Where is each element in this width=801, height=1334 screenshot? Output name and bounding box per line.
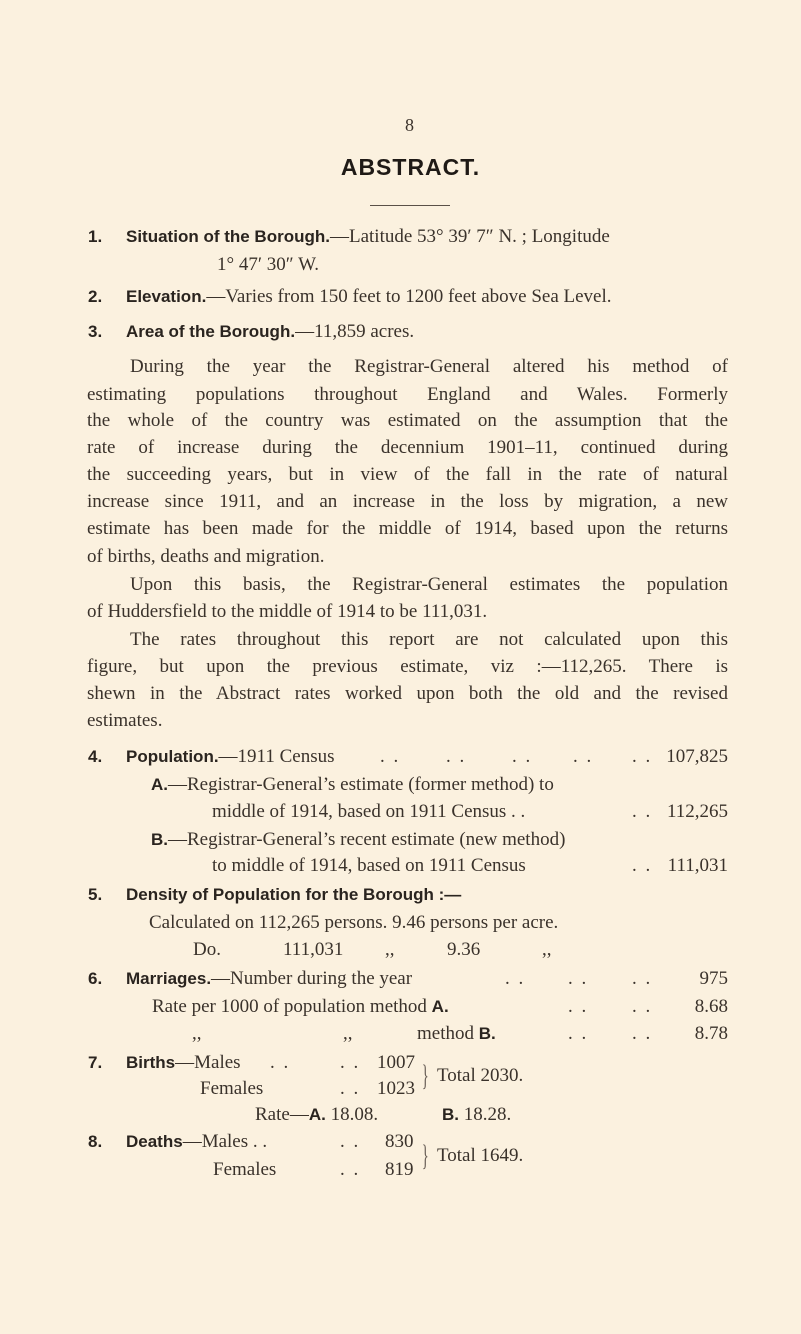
estimate-b-row <box>0 829 801 851</box>
item-heading: Density of Population for the Borough :— <box>126 885 462 904</box>
ditto-label: Do. <box>193 939 221 960</box>
method-b-label: B. <box>442 1105 459 1124</box>
leader-dots: . . <box>340 1131 361 1152</box>
item-heading: Deaths <box>126 1132 183 1151</box>
leader-dots: . . <box>270 1052 291 1073</box>
brace-icon: } <box>421 1059 429 1092</box>
rate-label: Rate per 1000 of population method <box>152 996 427 1017</box>
item-situation <box>0 226 801 248</box>
paragraph-line: of births, deaths and migration. <box>87 546 325 567</box>
females-label: Females <box>200 1078 264 1099</box>
paragraph-line: the succeeding years, but in view of the fall in the rate of natural <box>87 464 728 485</box>
ditto-mark: ,, <box>385 939 395 960</box>
item-heading: Births <box>126 1053 176 1072</box>
birth-rate-b: 18.28. <box>463 1104 512 1125</box>
method-a-label: A. <box>308 1105 326 1124</box>
paragraph-line: estimate has been made for the middle of 1914, based upon the returns <box>87 518 728 539</box>
density-persons: 111,031 <box>283 939 344 960</box>
item-number: 7. <box>88 1053 103 1072</box>
estimate-b-value: 111,031 <box>667 855 728 876</box>
estimate-a-row-2 <box>0 801 801 823</box>
paragraph-line: During the year the Registrar-General altered his method of <box>130 356 728 377</box>
method-b-label: B. <box>478 1024 496 1043</box>
leader-dots: . . <box>632 968 653 989</box>
census-value: 107,825 <box>666 746 728 767</box>
deaths-total-row <box>437 1145 637 1167</box>
item-heading: Population. <box>126 747 219 766</box>
leader-dots: . . <box>446 746 467 767</box>
leader-dots: . . <box>632 746 653 767</box>
paragraph-line: figure, but upon the previous estimate, viz :—112,265. There is <box>87 656 728 677</box>
census-label: —1911 Census <box>218 746 335 767</box>
births-females-row <box>0 1078 801 1100</box>
paragraph-line: Upon this basis, the Registrar-General estimates the population <box>130 574 728 595</box>
birth-rate-row <box>0 1104 801 1126</box>
method-a-label: A. <box>431 997 449 1016</box>
ditto-mark: ,, <box>192 1023 202 1044</box>
item-number: 3. <box>88 322 103 341</box>
item-text-cont: 1° 47′ 30″ W. <box>217 254 320 275</box>
leader-dots: . . <box>568 996 589 1017</box>
females-label: Females <box>213 1159 277 1180</box>
estimate-b-row-2 <box>0 855 801 877</box>
deaths-section <box>0 1131 801 1153</box>
leader-dots: . . <box>568 968 589 989</box>
estimate-a-text: —Registrar-General’s estimate (former method) to <box>168 774 554 795</box>
paragraph-line: the whole of the country was estimated on the assumption that the <box>87 410 728 431</box>
page-number: 8 <box>405 115 414 135</box>
birth-rate-a: 18.08. <box>330 1104 379 1125</box>
brace-icon: } <box>421 1139 429 1172</box>
paragraph-line: rate of increase during the decennium 1901–11, continued during <box>87 437 728 458</box>
births-females: 1023 <box>377 1078 415 1099</box>
paragraph-line: estimating populations throughout England and Wales. Formerly <box>87 384 728 405</box>
paragraph-line: The rates throughout this report are not calculated upon this <box>130 629 728 650</box>
marriage-rate-a: 8.68 <box>694 996 728 1017</box>
density-row-2 <box>0 939 801 961</box>
method-label: method <box>417 1023 474 1044</box>
item-text: —Varies from 150 feet to 1200 feet above Sea Level. <box>206 286 612 307</box>
leader-dots: . . <box>632 1023 653 1044</box>
rate-label: Rate— <box>255 1104 309 1125</box>
density-line: Calculated on 112,265 persons. 9.46 persons per acre. <box>149 912 559 933</box>
estimate-b-label: B. <box>151 830 168 849</box>
leader-dots: . . <box>340 1159 361 1180</box>
leader-dots: . . <box>340 1078 361 1099</box>
page-title: ABSTRACT. <box>340 154 481 180</box>
leader-dots: . . <box>573 746 594 767</box>
title-divider <box>370 205 450 206</box>
deaths-total: Total 1649. <box>437 1145 524 1166</box>
item-number: 4. <box>88 747 103 766</box>
item-text: —11,859 acres. <box>295 321 415 342</box>
leader-dots: . . <box>505 968 526 989</box>
item-number: 5. <box>88 885 103 904</box>
item-heading: Area of the Borough. <box>126 322 296 341</box>
leader-dots: . . <box>632 855 653 876</box>
item-number: 6. <box>88 969 103 988</box>
births-males: 1007 <box>377 1052 415 1073</box>
item-situation-cont <box>0 254 801 276</box>
paragraph-line: of Huddersfield to the middle of 1914 to be 111,031. <box>87 601 488 622</box>
births-section <box>0 1052 801 1074</box>
marriage-rate-b-row <box>0 1023 801 1045</box>
item-elevation <box>0 286 801 308</box>
item-heading: Situation of the Borough. <box>126 227 330 246</box>
density-rate: 9.36 <box>447 939 481 960</box>
item-heading: Marriages. <box>126 969 212 988</box>
item-area <box>0 321 801 343</box>
paragraph-line: shewn in the Abstract rates worked upon both the old and the revised <box>87 683 728 704</box>
deaths-females-row <box>0 1159 801 1181</box>
paragraph-row <box>0 710 801 732</box>
density-row <box>0 912 801 934</box>
leader-dots: . . <box>632 801 653 822</box>
paragraph-row <box>0 546 801 568</box>
item-heading: Elevation. <box>126 287 207 306</box>
ditto-mark: ,, <box>542 939 552 960</box>
marriage-rate-a-row <box>0 996 801 1018</box>
population-section <box>0 746 801 768</box>
estimate-b-text: —Registrar-General’s recent estimate (new method) <box>168 829 566 850</box>
deaths-males: 830 <box>385 1131 414 1152</box>
estimate-a-text: middle of 1914, based on 1911 Census . . <box>212 801 526 822</box>
marriage-rate-b: 8.78 <box>694 1023 728 1044</box>
paragraph-line: increase since 1911, and an increase in the loss by migration, a new <box>87 491 728 512</box>
density-section <box>0 884 801 906</box>
births-total: Total 2030. <box>437 1065 524 1086</box>
leader-dots: . . <box>380 746 401 767</box>
estimate-a-label: A. <box>151 775 168 794</box>
leader-dots: . . <box>632 996 653 1017</box>
ditto-mark: ,, <box>343 1023 353 1044</box>
births-total-row <box>437 1065 637 1087</box>
item-number: 2. <box>88 287 103 306</box>
paragraph-line: estimates. <box>87 710 163 731</box>
marriages-number: 975 <box>699 968 728 989</box>
item-number: 1. <box>88 227 103 246</box>
item-text: —Number during the year <box>211 968 413 989</box>
males-label: —Males <box>175 1052 241 1073</box>
leader-dots: . . <box>512 746 533 767</box>
estimate-a-row <box>0 774 801 796</box>
deaths-females: 819 <box>385 1159 414 1180</box>
paragraph-row <box>0 601 801 623</box>
estimate-b-text: to middle of 1914, based on 1911 Census <box>212 855 526 876</box>
leader-dots: . . <box>568 1023 589 1044</box>
leader-dots: . . <box>340 1052 361 1073</box>
estimate-a-value: 112,265 <box>666 801 728 822</box>
item-text: —Latitude 53° 39′ 7″ N. ; Longitude <box>329 226 610 247</box>
item-number: 8. <box>88 1132 103 1151</box>
males-label: —Males . . <box>182 1131 268 1152</box>
marriages-section <box>0 968 801 990</box>
